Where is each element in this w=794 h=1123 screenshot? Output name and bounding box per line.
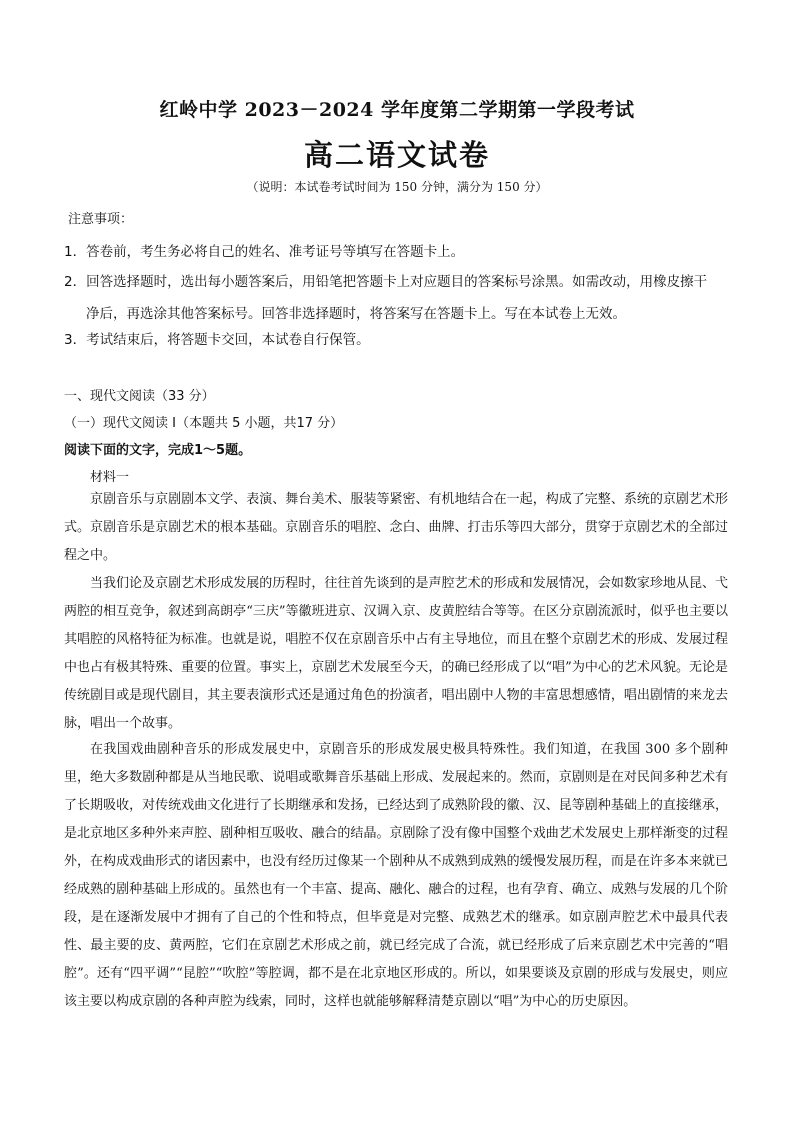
notice-item-1: 1．答卷前，考生务必将自己的姓名、准考证号等填写在答题卡上。 [64,244,465,260]
material-label: 材料一 [90,470,130,485]
paragraph-3: 在我国戏曲剧种音乐的形成发展史中，京剧音乐的形成发展史极具特殊性。我们知道，在我国 300 多个剧种里，绝大多数剧种都是从当地民歌、说唱或歌舞音乐基础上形成、发展起来的。然而，京剧则是在对民间多种艺术有了长期吸收，对传统戏曲文化进行了长期继承和发扬，已经达到了成熟阶段的徽、汉、昆等剧种基础上的直接继承，是北京地区多种外来声腔、剧种相互吸收、融合的结晶。京剧除了没有像中国整个戏曲艺术发展史上那样渐变的过程外，在构成戏曲形式的诸因素中，也没有经历过像某一个剧种从不成熟到成熟的缓慢发展历程，而是在许多本来就已经成熟的剧种基础上形成的。虽然也有一个丰富、提高、融化、融合的过程，也有孕育、确立、成熟与发展的几个阶段，是在逐渐发展中才拥有了自己的个性和特点，但毕竟是对完整、成熟艺术的继承。如京剧声腔艺术中最具代表性、最主要的皮、黄两腔，它们在京剧艺术形成之前，就已经完成了合流，就已经形成了后来京剧艺术中完善的“唱腔”。还有“四平调”“昆腔”“吹腔”等腔调，都不是在北京地区形成的。所以，如果要谈及京剧的形成与发展史，则应该主要以构成京剧的各种声腔为线索，同时，这样也就能够解释清楚京剧以“唱”为中心的历史原因。 [64,742,728,1009]
paper-title: 高二语文试卷 [303,138,490,172]
notice-heading: 注意事项： [68,212,134,227]
notice-item-2-continued: 净后，再选涂其他答案标号。回答非选择题时，将答案写在答题卡上。写在本试卷上无效。 [86,306,626,322]
notice-item-3: 3．考试结束后，将答题卡交回，本试卷自行保管。 [64,332,370,348]
reading-instruction: 阅读下面的文字，完成1～5题。 [64,443,252,458]
paragraph-2: 当我们论及京剧艺术形成发展的历程时，往往首先谈到的是声腔艺术的形成和发展情况，会如数家珍地从昆、弋两腔的相互竞争，叙述到高朗亭“三庆”等徽班进京、汉调入京、皮黄腔结合等等。在区分京剧流派时，似乎也主要以其唱腔的风格特征为标准。也就是说，唱腔不仅在京剧音乐中占有主导地位，而且在整个京剧艺术的形成、发展过程中也占有极其特殊、重要的位置。事实上，京剧艺术发展至今天，的确已经形成了以“唱”为中心的艺术风貌。无论是传统剧目或是现代剧目，其主要表演形式还是通过角色的扮演者，唱出剧中人物的丰富思想感情，唱出剧情的来龙去脉，唱出一个故事。 [64,576,728,731]
paragraph-1: 京剧音乐与京剧剧本文学、表演、舞台美术、服装等紧密、有机地结合在一起，构成了完整、系统的京剧艺术形式。京剧音乐是京剧艺术的根本基础。京剧音乐的唱腔、念白、曲牌、打击乐等四大部分，贯穿于京剧艺术的全部过程之中。 [64,492,728,563]
section-title: 一、现代文阅读（33 分） [64,389,215,404]
exam-note: （说明：本试卷考试时间为 150 分钟，满分为 150 分） [246,180,548,194]
exam-title: 红岭中学 2023－2024 学年度第二学期第一学段考试 [159,99,635,121]
subsection-title: （一）现代文阅读 I（本题共 5 小题，共17 分） [64,416,344,431]
notice-item-2: 2．回答选择题时，选出每小题答案后，用铅笔把答题卡上对应题目的答案标号涂黑。如需改动，用橡皮擦干 [64,274,708,290]
